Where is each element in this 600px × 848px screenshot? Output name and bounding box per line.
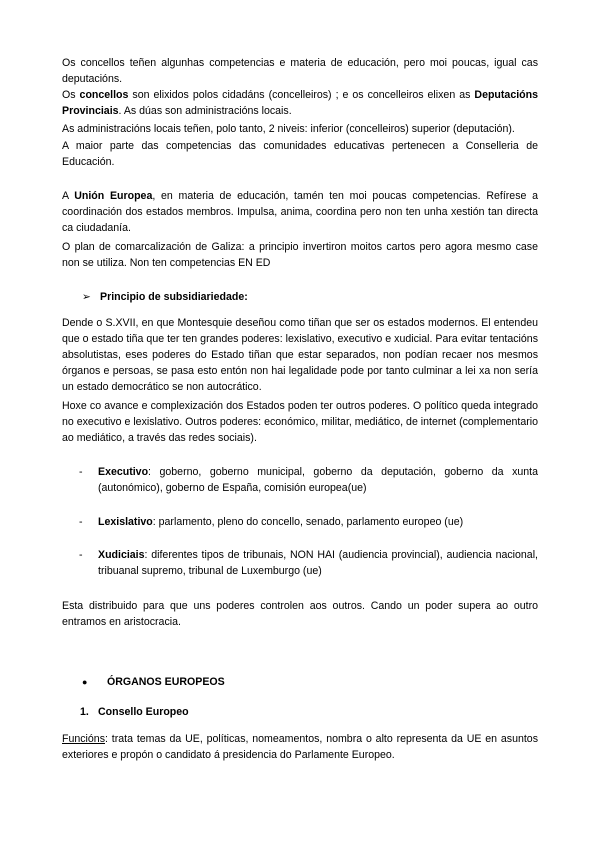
deputacions-term: Deputacións Provinciais [62,89,538,117]
subsidiariedade-paragraph-2: Hoxe co avance e complexización dos Estados poden ter outros poderes. O político queda integrado no executivo e lexislativo. Outros poderes: económico, militar, mediático, de internet (complementario ao mediático, a través das redes sociais). [62,400,538,444]
closing-paragraph: Esta distribuido para que uns poderes controlen aos outros. Cando un poder supera ao outro entramos en aristocracia. [62,600,538,628]
poder-description: : parlamento, pleno do concello, senado, parlamento europeo (ue) [152,516,464,528]
concellos-term: concellos [79,89,129,101]
arrow-icon: ➢ [82,291,91,303]
funcions-label: Funcións [62,733,105,745]
consello-europeo-heading [80,704,189,720]
poder-description: : goberno, goberno municipal, goberno da deputación, goberno da xunta (autonómico), goberno de España, comisión europea(ue) [98,466,538,494]
bullet-icon: ● [82,677,88,687]
list-number: 1. [80,706,89,718]
organos-heading [82,674,225,690]
text-run: . As dúas son administracións locais. [118,105,292,117]
dash-marker: - [79,466,83,478]
list-item-text [98,514,538,530]
dash-marker: - [79,516,83,528]
intro-paragraph-4: A maior parte das competencias das comunidades educativas pertenecen a Conselleria de Educación. [62,140,538,168]
funcions-paragraph [62,731,538,763]
list-item-text [98,547,538,579]
list-item-text [98,464,538,496]
heading-text: Principio de subsidiariedade: [100,291,248,303]
dash-marker: - [79,549,83,561]
text-run: Os [62,89,80,101]
subsidiariedade-paragraph-1: Dende o S.XVII, en que Montesquie deseñou como tiñan que ser os estados modernos. El entendeu que o estado tiña que ter ten grandes poderes: lexislativo, executivo e xudicial. Para evitar tentacións absolutistas, eses poderes do Estado tiñan que estar separados, non podían recaer nos mesmos órganos e persoas, se pasa esto entón non hai legalidade pode por tanto culminar a lei xa non sería un estado democrático se non autocrático. [62,317,538,393]
poder-term: Xudiciais [98,549,145,561]
text-run: A [62,190,75,202]
subsidiariedade-heading [82,289,248,305]
intro-paragraph-3: As administracións locais teñen, polo tanto, 2 niveis: inferior (concelleiros) superior (deputación). [62,123,515,135]
poder-description: : diferentes tipos de tribunais, NON HAI (audiencia provincial), audiencia nacional, tribuanal supremo, tribunal de Luxemburgo (ue) [98,549,538,577]
ue-term: Unión Europea [74,190,153,202]
heading-text: ÓRGANOS EUROPEOS [107,676,225,688]
ue-paragraph-2: O plan de comarcalización de Galiza: a principio invertiron moitos cartos pero agora mesmo case non se utiliza. Non ten competencias EN ED [62,241,538,269]
text-run: , en materia de educación, tamén ten moi poucas competencias. Refírese a coordinación dos estados membros. Impulsa, anima, coordina pero non ten unha xestión tan directa ca ciudadanía. [62,190,538,234]
poder-term: Executivo [98,466,149,478]
text-run: son elixidos polos cidadáns (concelleiros) ; e os concelleiros elixen as [128,89,475,101]
intro-paragraph-1: Os concellos teñen algunhas competencias e materia de educación, pero moi poucas, igual cas deputacións. [62,57,538,85]
heading-text: Consello Europeo [98,706,189,718]
ue-paragraph-1 [62,188,538,236]
poder-term: Lexislativo [98,516,153,528]
funcions-text: : trata temas da UE, políticas, nomeamentos, nombra o alto representa da UE en asuntos exteriores e propón o candidato á presidencia do Parlamente Europeo. [62,733,538,761]
intro-paragraph-2 [62,87,538,119]
